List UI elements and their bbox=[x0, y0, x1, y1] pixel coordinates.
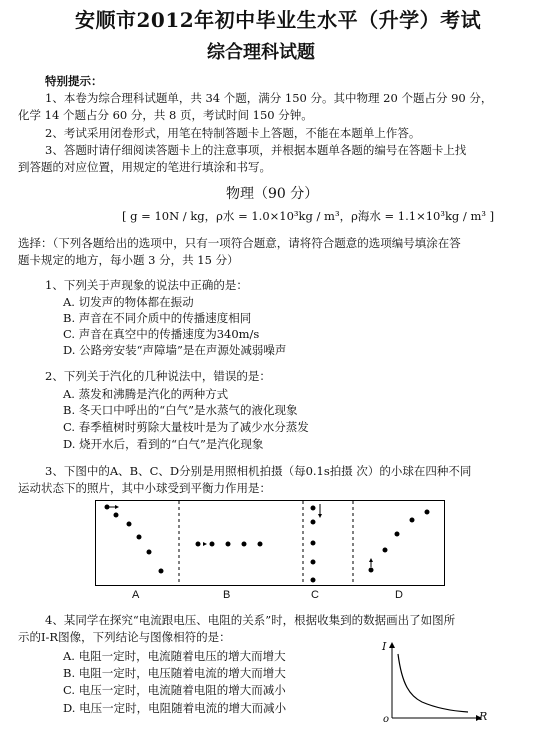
notice-item-1b: 化学 14 个题占分 60 分，共 8 页，考试时间 150 分钟。 bbox=[18, 108, 313, 122]
notice-item-3b: 到答题的对应位置，用规定的笔进行填涂和书写。 bbox=[18, 160, 271, 174]
q4-stem-a: 4、某同学在探究“电流跟电压、电阻的关系”时，根据收集到的数据画出了如图所 bbox=[45, 613, 456, 627]
q4-option-b: B. 电阻一定时，电压随着电流的增大而增大 bbox=[63, 666, 286, 680]
q4-x-axis-label: R bbox=[479, 710, 488, 723]
choice-intro-b: 题卡规定的地方，每小题 3 分，共 15 分） bbox=[18, 253, 239, 267]
exam-title: 安顺市2012年初中毕业生水平（升学）考试 bbox=[75, 8, 482, 32]
q3-panel-label-b: B bbox=[223, 589, 231, 601]
physics-constants: [ g = 10N / kg，ρ水 = 1.0×10³kg / m³，ρ海水 = 1.1×10³kg / m³ ] bbox=[122, 209, 495, 223]
q3-stem-b: 运动状态下的照片，其中小球受到平衡力作用是： bbox=[18, 481, 271, 495]
q3-stem-a: 3、下图中的A、B、C、D分别是用照相机拍摄（每0.1s拍摄 次）的小球在四种不同 bbox=[45, 464, 472, 478]
exam-subtitle: 综合理科试题 bbox=[207, 42, 315, 63]
q1-option-a: A. 切发声的物体都在振动 bbox=[63, 295, 194, 309]
q3-photo-figure bbox=[95, 500, 445, 586]
q4-ir-graph bbox=[380, 640, 490, 728]
notice-heading: 特别提示： bbox=[45, 74, 103, 88]
q2-option-a: A. 蒸发和沸腾是汽化的两种方式 bbox=[63, 387, 229, 401]
choice-intro-a: 选择：（下列各题给出的选项中，只有一项符合题意，请将符合题意的选项编号填涂在答 bbox=[18, 236, 461, 250]
q4-origin-label: o bbox=[383, 714, 390, 725]
q1-option-c: C. 声音在真空中的传播速度为340m/s bbox=[63, 327, 260, 341]
q2-stem: 2、下列关于汽化的几种说法中，错误的是： bbox=[45, 369, 271, 383]
q4-option-a: A. 电阻一定时，电流随着电压的增大而增大 bbox=[63, 649, 286, 663]
q3-photo-frame bbox=[95, 500, 445, 586]
q2-option-b: B. 冬天口中呼出的“白气”是水蒸气的液化现象 bbox=[63, 403, 298, 417]
q1-option-b: B. 声音在不同介质中的传播速度相同 bbox=[63, 311, 252, 325]
q1-stem: 1、下列关于声现象的说法中正确的是： bbox=[45, 278, 248, 292]
q3-panel-label-d: D bbox=[395, 589, 403, 601]
notice-item-2: 2、考试采用闭卷形式，用笔在特制答题卡上答题，不能在本题单上作答。 bbox=[45, 126, 421, 140]
q2-option-c: C. 春季植树时剪除大量枝叶是为了减少水分蒸发 bbox=[63, 420, 309, 434]
q1-option-d: D. 公路旁安装“声障墙”是在声源处减弱噪声 bbox=[63, 343, 287, 357]
q4-stem-b: 示的I-R图像，下列结论与图像相符的是： bbox=[18, 630, 231, 644]
q2-option-d: D. 烧开水后，看到的“白气”是汽化现象 bbox=[63, 437, 264, 451]
q4-y-axis-label: I bbox=[382, 640, 387, 653]
q3-panel-label-c: C bbox=[311, 589, 319, 601]
q4-graph-axes bbox=[380, 640, 490, 728]
notice-item-1a: 1、本卷为综合理科试题单，共 34 个题，满分 150 分。其中物理 20 个题占分 90 分， bbox=[45, 91, 493, 105]
physics-section-title: 物理（90 分） bbox=[226, 186, 319, 202]
notice-item-3a: 3、答题时请仔细阅读答题卡上的注意事项，并根据本题单各题的编号在答题卡上找 bbox=[45, 143, 467, 157]
q4-curve bbox=[398, 654, 468, 712]
q4-option-d: D. 电压一定时，电阻随着电流的增大而减小 bbox=[63, 701, 287, 715]
q3-panel-label-a: A bbox=[132, 589, 140, 601]
q4-option-c: C. 电压一定时，电流随着电阻的增大而减小 bbox=[63, 683, 286, 697]
